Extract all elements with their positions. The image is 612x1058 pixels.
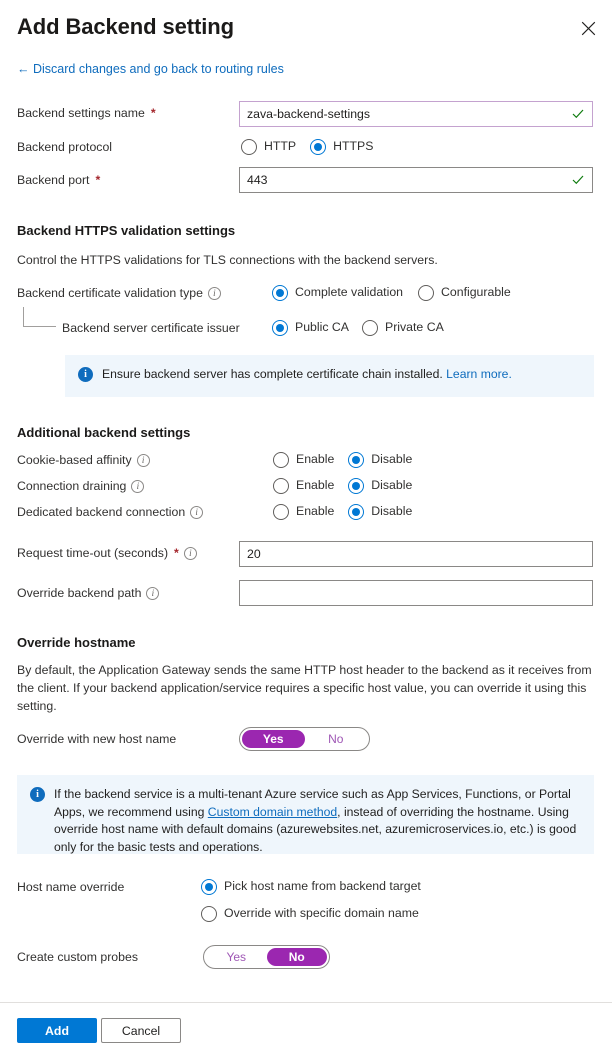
- override-hostname-section-desc: By default, the Application Gateway sends the same HTTP host header to the backend as it receives from the client. If your backend application/service requires a specific host value, you can override it using this setting.: [17, 663, 592, 713]
- info-circle-icon: [78, 367, 93, 382]
- info-icon[interactable]: [190, 506, 203, 519]
- https-validation-section-desc: Control the HTTPS validations for TLS connections with the backend servers.: [17, 253, 438, 267]
- cert-issuer-radio-group: [272, 319, 444, 336]
- certificate-chain-info-banner: [65, 355, 594, 397]
- override-with-new-host-name-toggle[interactable]: [239, 727, 370, 751]
- banner-message: Ensure backend server has complete certificate chain installed.: [102, 367, 447, 381]
- radio-dot: [273, 504, 289, 520]
- close-glyph: [581, 21, 596, 36]
- radio-dot: [272, 285, 288, 301]
- valid-check-icon: [572, 108, 584, 120]
- cert-validation-type-label: Backend certificate validation type i: [17, 285, 221, 302]
- radio-override-specific-domain[interactable]: Override with specific domain name: [201, 905, 419, 922]
- backend-settings-name-input[interactable]: [239, 101, 593, 127]
- radio-dot: [310, 139, 326, 155]
- custom-domain-method-link[interactable]: Custom domain method: [207, 804, 338, 819]
- footer-divider: [0, 1002, 612, 1003]
- banner-message-part1: If the backend service is a multi-tenant Azure service such as App Services, Functions, or Portal Apps, we recommend using: [54, 787, 571, 819]
- cookie-affinity-radio-group: [273, 451, 412, 468]
- required-asterisk: *: [174, 546, 179, 560]
- dedicated-backend-connection-radio-group: [273, 503, 412, 520]
- create-custom-probes-label: Create custom probes: [17, 950, 138, 964]
- request-timeout-value: 20: [247, 547, 261, 561]
- info-circle-icon: [30, 787, 45, 802]
- connection-draining-label: Connection draining i: [17, 478, 144, 495]
- close-icon[interactable]: [574, 14, 602, 42]
- discard-changes-back-link[interactable]: ← Discard changes and go back to routing rules: [17, 62, 284, 76]
- info-icon[interactable]: [146, 587, 159, 600]
- radio-dot: [241, 139, 257, 155]
- additional-settings-section-title: Additional backend settings: [17, 425, 191, 440]
- backend-settings-name-value: zava-backend-settings: [247, 107, 371, 121]
- page-title: Add Backend setting: [17, 14, 234, 39]
- required-asterisk: *: [95, 173, 101, 187]
- info-icon[interactable]: [184, 547, 197, 560]
- backend-protocol-radio-group: [241, 138, 373, 155]
- radio-dot: [273, 478, 289, 494]
- radio-dot: [348, 452, 364, 468]
- toggle-option-no[interactable]: No: [328, 732, 344, 746]
- banner-message-part2: , instead of overriding the hostname. Using override host name with default domains (azurewebsites.net, azuremicroservices.io, etc.) is good only for the basic tests and operations.: [54, 804, 577, 854]
- radio-connection-draining-enable[interactable]: Enable: [273, 477, 334, 494]
- radio-dedicated-connection-enable[interactable]: Enable: [273, 503, 334, 520]
- custom-domain-banner-text: [54, 786, 582, 854]
- request-timeout-input[interactable]: [239, 541, 593, 567]
- cert-issuer-label: Backend server certificate issuer: [62, 321, 240, 335]
- required-asterisk: *: [150, 106, 156, 120]
- toggle-option-yes[interactable]: Yes: [226, 950, 247, 964]
- radio-dot: [273, 452, 289, 468]
- panel-header: [17, 12, 234, 42]
- radio-cookie-affinity-disable[interactable]: Disable: [348, 451, 412, 468]
- info-icon[interactable]: [208, 287, 221, 300]
- dedicated-backend-connection-label: Dedicated backend connection i: [17, 504, 203, 521]
- backend-protocol-label: Backend protocol: [17, 140, 113, 154]
- create-custom-probes-toggle[interactable]: [203, 945, 330, 969]
- radio-dot: [418, 285, 434, 301]
- info-icon[interactable]: [137, 454, 150, 467]
- radio-pick-host-from-backend-target[interactable]: Pick host name from backend target: [201, 878, 421, 895]
- backend-port-label: Backend port *: [17, 173, 101, 187]
- learn-more-link[interactable]: Learn more.: [446, 367, 512, 381]
- radio-complete-validation[interactable]: Complete validation: [272, 284, 403, 301]
- radio-dedicated-connection-disable[interactable]: Disable: [348, 503, 412, 520]
- radio-dot: [348, 478, 364, 494]
- radio-configurable[interactable]: Configurable: [418, 284, 511, 301]
- cancel-button[interactable]: Cancel: [101, 1018, 181, 1043]
- override-backend-path-input[interactable]: [239, 580, 593, 606]
- backend-port-value: 443: [247, 173, 268, 187]
- request-timeout-label: Request time-out (seconds) * i: [17, 545, 197, 562]
- radio-protocol-http[interactable]: HTTP: [241, 138, 296, 155]
- radio-dot: [362, 320, 378, 336]
- nested-tree-connector: [23, 307, 56, 327]
- override-with-new-host-name-label: Override with new host name: [17, 732, 177, 746]
- host-name-override-radio-group: [201, 878, 421, 922]
- radio-public-ca[interactable]: Public CA: [272, 319, 349, 336]
- backend-port-input[interactable]: [239, 167, 593, 193]
- override-backend-path-label: Override backend path i: [17, 585, 159, 602]
- custom-domain-info-banner: [17, 775, 594, 854]
- cookie-affinity-label: Cookie-based affinity i: [17, 452, 150, 469]
- radio-connection-draining-disable[interactable]: Disable: [348, 477, 412, 494]
- override-hostname-section-title: Override hostname: [17, 635, 136, 650]
- radio-dot: [201, 906, 217, 922]
- radio-cookie-affinity-enable[interactable]: Enable: [273, 451, 334, 468]
- radio-dot: [272, 320, 288, 336]
- radio-protocol-https[interactable]: HTTPS: [310, 138, 373, 155]
- backend-settings-name-label: Backend settings name *: [17, 106, 156, 120]
- valid-check-icon: [572, 174, 584, 186]
- radio-private-ca[interactable]: Private CA: [362, 319, 444, 336]
- add-button[interactable]: Add: [17, 1018, 97, 1043]
- radio-dot: [348, 504, 364, 520]
- certificate-chain-banner-text: [102, 366, 512, 386]
- https-validation-section-title: Backend HTTPS validation settings: [17, 223, 236, 238]
- cert-validation-type-radio-group: [272, 284, 511, 301]
- toggle-option-no[interactable]: No: [267, 948, 328, 966]
- info-icon[interactable]: [131, 480, 144, 493]
- host-name-override-label: Host name override: [17, 880, 125, 894]
- radio-dot: [201, 879, 217, 895]
- connection-draining-radio-group: [273, 477, 412, 494]
- toggle-option-yes[interactable]: Yes: [242, 730, 305, 748]
